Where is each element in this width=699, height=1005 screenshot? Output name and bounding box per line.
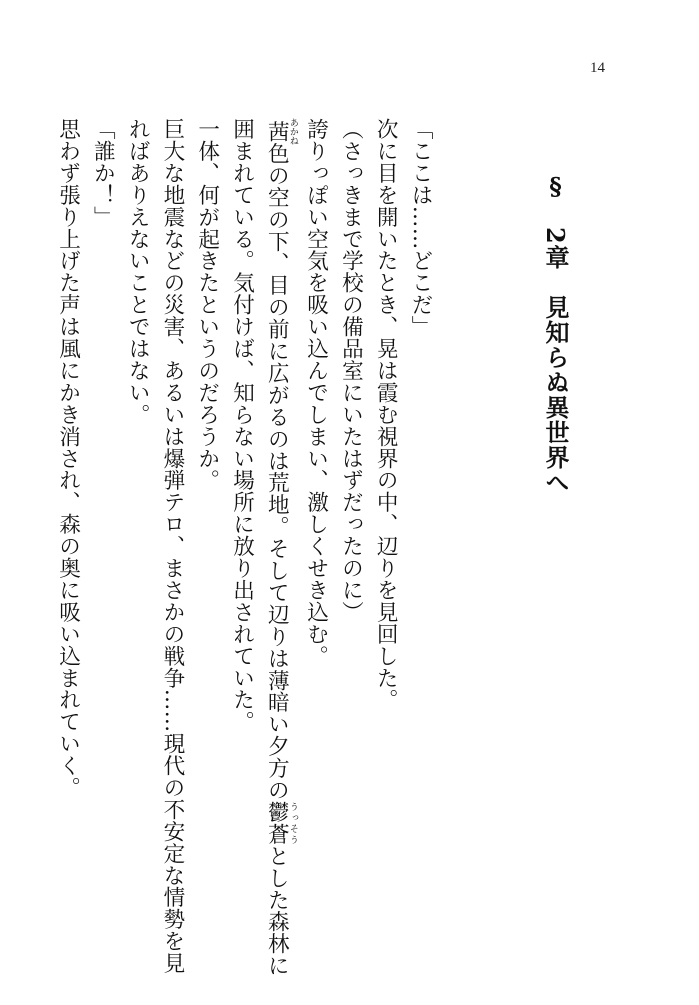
text-line: 誇りっぽい空気を吸い込んでしまい、激しくせき込む。 (303, 118, 329, 667)
ruby-akane: 茜あかね (264, 118, 298, 145)
chapter-title: § 2章 見知らぬ異世界へ (541, 172, 570, 495)
text-line: 「誰か！」 (90, 118, 116, 228)
page-number: 14 (590, 60, 605, 76)
text-line: 「ここは……どこだ」 (408, 118, 433, 338)
ruby-utsusou: 鬱蒼うっそう (264, 800, 298, 845)
text-line: 次に目を開いたとき、晃は霞む視界の中、辺りを見回した。 (373, 118, 399, 711)
text-line: （さっきまで学校の備品室にいたはずだったのに） (338, 118, 364, 623)
text-line: 思わず張り上げた声は風にかき消され、森の奥に吸い込まれていく。 (55, 118, 81, 799)
text-line: 一体、何が起きたというのだろうか。 (194, 118, 220, 492)
text-line: ればありえないことではない。 (125, 118, 151, 426)
body-text (50, 118, 437, 977)
text-line: 囲まれている。気付けば、知らない場所に放り出されていた。 (229, 118, 255, 733)
text-line: 巨大な地震などの災害、あるいは爆弾テロ、まさかの戦争……現代の不安定な情勢を見 (159, 118, 185, 975)
text-line: 茜あかね色の空の下、目の前に広がるのは荒地。そして辺りは薄暗い夕方の鬱蒼うっそうとした森林に (264, 118, 298, 977)
